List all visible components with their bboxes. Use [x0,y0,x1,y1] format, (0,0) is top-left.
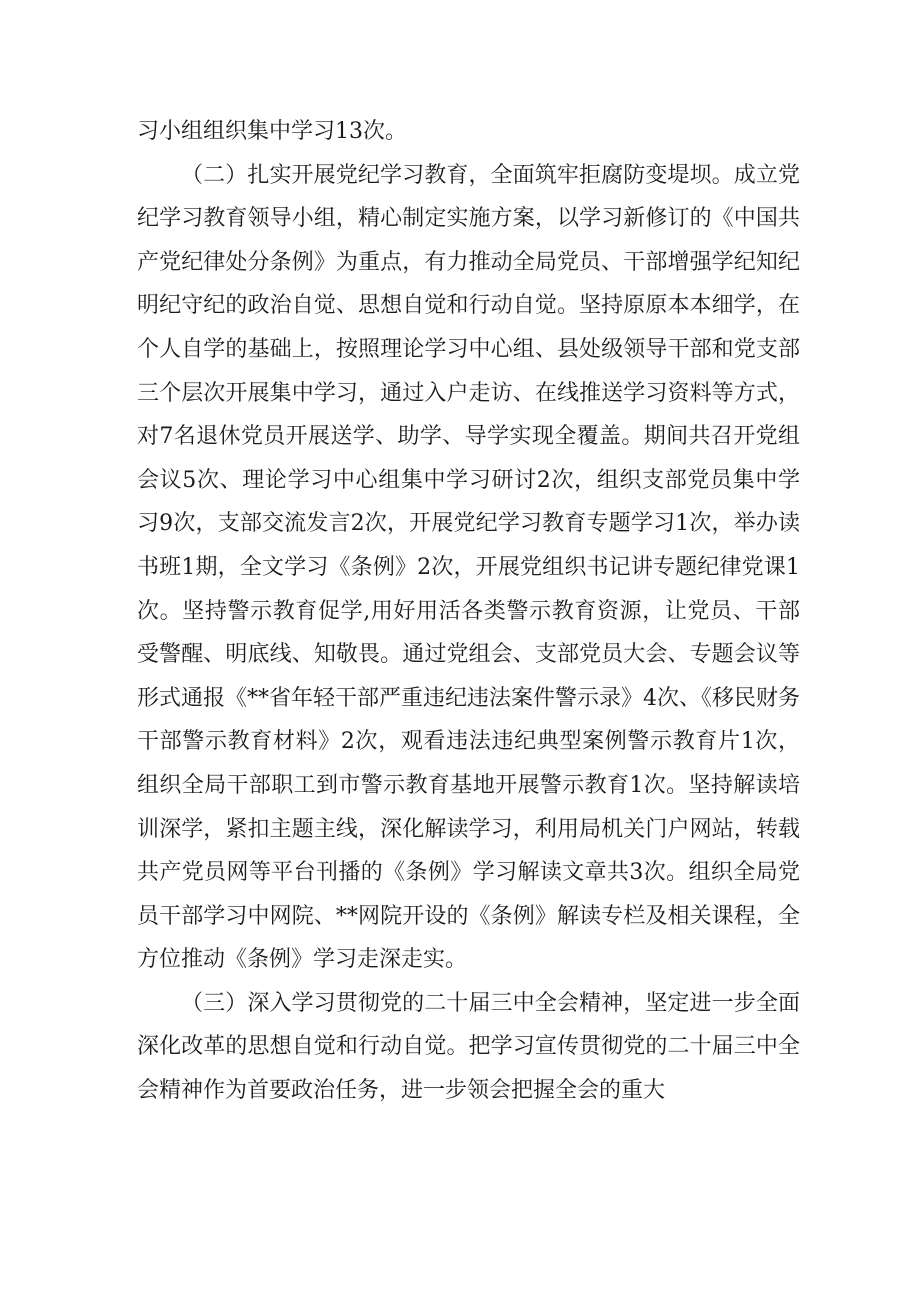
paragraph-section-three: （三）深入学习贯彻党的二十届三中全会精神，坚定进一步全面深化改革的思想自觉和行动自觉。把学习宣传贯彻党的二十届三中全会精神作为首要政治任务，进一步领会把握全会的重大 [137,990,800,1104]
paragraph-continuation: 习小组组织集中学习13次。 [137,119,407,144]
paragraph-section-two: （二）扎实开展党纪学习教育，全面筑牢拒腐防变堤坝。成立党纪学习教育领导小组，精心制定实施方案，以学习新修订的《中国共产党纪律处分条例》为重点，有力推动全局党员、干部增强学纪知纪明纪守纪的政治自觉、思想自觉和行动自觉。坚持原原本本细学，在个人自学的基础上，按照理论学习中心组、县处级领导干部和党支部三个层次开展集中学习，通过入户走访、在线推送学习资料等方式，对7名退休党员开展送学、助学、导学实现全覆盖。期间共召开党组会议5次、理论学习中心组集中学习研讨2次，组织支部党员集中学习9次，支部交流发言2次，开展党纪学习教育专题学习1次，举办读书班1期，全文学习《条例》2次，开展党组织书记讲专题纪律党课1次。坚持警示教育促学,用好用活各类警示教育资源，让党员、干部受警醒、明底线、知敬畏。通过党组会、支部党员大会、专题会议等形式通报《**省年轻干部严重违纪违法案件警示录》4次、《移民财务干部警示教育材料》2次，观看违法违纪典型案例警示教育片1次，组织全局干部职工到市警示教育基地开展警示教育1次。坚持解读培训深学，紧扣主题主线，深化解读学习，利用局机关门户网站，转载共产党员网等平台刊播的《条例》学习解读文章共3次。组织全局党员干部学习中网院、**网院开设的《条例》解读专栏及相关课程，全方位推动《条例》学习走深走实。 [137,162,800,973]
document-body [137,110,800,1113]
